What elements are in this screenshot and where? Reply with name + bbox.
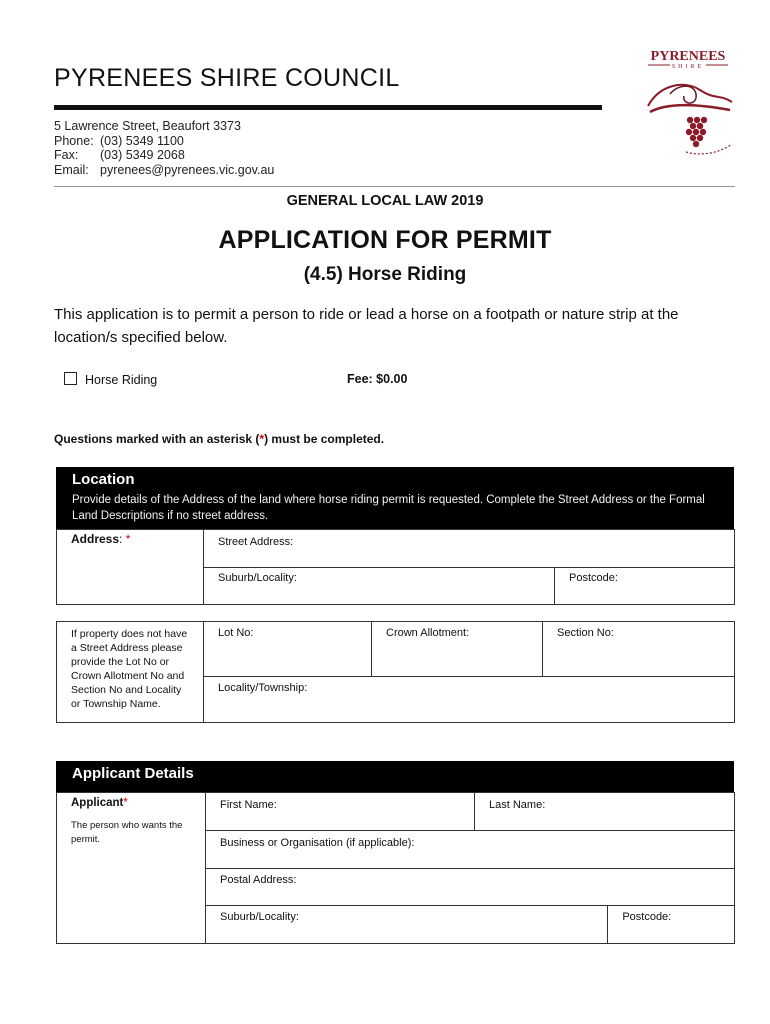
form-title: APPLICATION FOR PERMIT xyxy=(218,226,552,254)
law-title: GENERAL LOCAL LAW 2019 xyxy=(286,193,484,209)
logo-text-bottom: SHIRE xyxy=(671,64,705,70)
horse-riding-label: Horse Riding xyxy=(85,373,158,387)
postal-address-field[interactable]: Postal Address: xyxy=(206,869,735,906)
contact-email: Email: pyrenees@pyrenees.vic.gov.au xyxy=(54,162,275,177)
council-logo xyxy=(640,44,736,164)
section-no-field[interactable]: Section No: xyxy=(543,622,735,677)
postcode-field[interactable]: Postcode: xyxy=(555,568,735,605)
suburb-field[interactable]: Suburb/Locality: xyxy=(204,568,555,605)
intro-text: This application is to permit a person to ride or lead a horse on a footpath or nature strip at the location/s specified below. xyxy=(54,306,679,346)
applicant-postcode-field[interactable]: Postcode: xyxy=(608,906,735,944)
business-field[interactable]: Business or Organisation (if applicable): xyxy=(206,831,735,869)
location-section-header xyxy=(56,467,734,529)
applicant-section-header xyxy=(56,761,734,792)
form-subtitle: (4.5) Horse Riding xyxy=(303,264,467,285)
title-rule xyxy=(54,186,735,187)
land-description-table xyxy=(56,621,735,723)
location-title: Location xyxy=(72,471,135,488)
applicant-hint: The person who wants the permit. xyxy=(71,820,183,845)
crown-allotment-field[interactable]: Crown Allotment: xyxy=(372,622,543,677)
last-name-field[interactable]: Last Name: xyxy=(475,793,735,831)
council-name: PYRENEES SHIRE COUNCIL xyxy=(54,64,400,92)
contact-phone: Phone: (03) 5349 1100 xyxy=(54,133,184,148)
fee-label: Fee: $0.00 xyxy=(347,372,408,386)
land-instruction-cell: If property does not have a Street Address please provide the Lot No or Crown Allotment No and Section No and Locality or Township Name. xyxy=(57,622,204,723)
first-name-field[interactable]: First Name: xyxy=(206,793,475,831)
applicant-suburb-field[interactable]: Suburb/Locality: xyxy=(206,906,608,944)
address-table xyxy=(56,529,735,605)
applicant-table xyxy=(56,792,735,944)
logo-text-top: PYRENEES xyxy=(650,49,726,64)
contact-address: 5 Lawrence Street, Beaufort 3373 xyxy=(54,119,241,133)
header-rule xyxy=(54,105,602,110)
address-label-cell: Address: * xyxy=(57,530,204,605)
street-address-field[interactable]: Street Address: xyxy=(204,530,735,568)
locality-township-field[interactable]: Locality/Township: xyxy=(204,677,735,723)
location-description: Provide details of the Address of the land where horse riding permit is requested. Complete the Street Address or the Formal Land Descriptions if no street address. xyxy=(72,494,705,522)
applicant-label-cell: Applicant* The person who wants the permit. xyxy=(57,793,206,944)
horse-riding-option[interactable] xyxy=(64,372,157,387)
contact-block xyxy=(54,119,274,177)
contact-fax: Fax: (03) 5349 2068 xyxy=(54,148,185,162)
horse-riding-checkbox[interactable] xyxy=(64,372,77,385)
lot-no-field[interactable]: Lot No: xyxy=(204,622,372,677)
applicant-title: Applicant Details xyxy=(72,765,194,782)
required-note: Questions marked with an asterisk (*) must be completed. xyxy=(54,432,385,446)
